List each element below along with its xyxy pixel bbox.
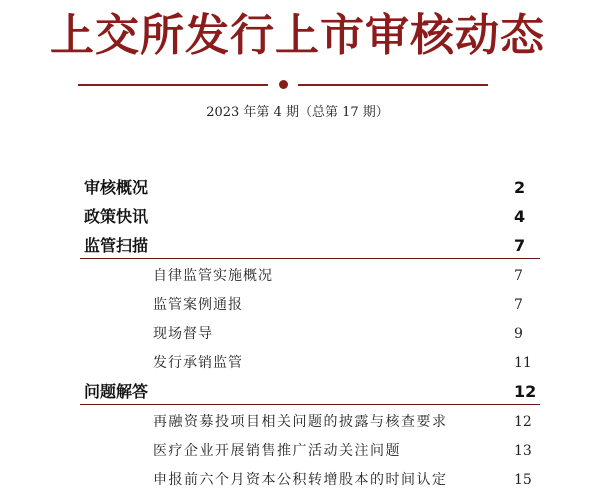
toc-entry-case-report[interactable]: [0, 292, 595, 318]
toc-entry-medical-sales[interactable]: [0, 438, 595, 464]
toc-entry-underwriting-supervision[interactable]: [0, 350, 595, 376]
toc-entry-supervision-scan[interactable]: [0, 233, 595, 259]
toc-entry-page: 12: [514, 414, 532, 430]
toc-entry-label: 医疗企业开展销售推广活动关注问题: [153, 443, 401, 459]
toc-entry-label: 再融资募投项目相关问题的披露与核查要求: [153, 414, 448, 430]
toc-entry-page: 13: [514, 443, 532, 459]
toc-entry-label: 审核概况: [84, 178, 149, 197]
toc-entry-page: 7: [514, 268, 523, 284]
issue-line: 2023 年第 4 期（总第 17 期）: [206, 105, 389, 120]
toc-entry-label: 监管扫描: [84, 236, 149, 255]
section-underline: [80, 258, 540, 259]
toc-entry-page: 12: [514, 382, 537, 401]
toc-entry-page: 9: [514, 326, 523, 342]
toc-entry-qa[interactable]: [0, 379, 595, 405]
toc-entry-page: 2: [514, 178, 526, 197]
toc-entry-label: 问题解答: [84, 382, 149, 401]
toc-entry-label: 监管案例通报: [153, 297, 243, 313]
section-underline: [80, 404, 540, 405]
toc-entry-page: 4: [514, 207, 526, 226]
toc-entry-page: 7: [514, 297, 523, 313]
toc-entry-review-overview[interactable]: [0, 175, 595, 201]
toc-entry-refinancing-disclosure[interactable]: [0, 409, 595, 435]
toc-entry-label: 自律监管实施概况: [153, 268, 273, 284]
toc-entry-page: 11: [514, 355, 532, 371]
toc-entry-label: 发行承销监管: [153, 355, 243, 371]
toc-entry-label: 政策快讯: [84, 207, 149, 226]
toc-entry-page: 15: [514, 472, 532, 488]
toc-entry-policy-news[interactable]: [0, 204, 595, 230]
toc-entry-self-regulation[interactable]: [0, 263, 595, 289]
toc-entry-capital-reserve[interactable]: [0, 467, 595, 493]
toc-entry-page: 7: [514, 236, 526, 255]
page-title: 上交所发行上市审核动态: [50, 10, 545, 61]
toc-entry-label: 现场督导: [153, 326, 213, 342]
toc-entry-label: 申报前六个月资本公积转增股本的时间认定: [153, 472, 448, 488]
toc-entry-onsite-supervision[interactable]: [0, 321, 595, 347]
